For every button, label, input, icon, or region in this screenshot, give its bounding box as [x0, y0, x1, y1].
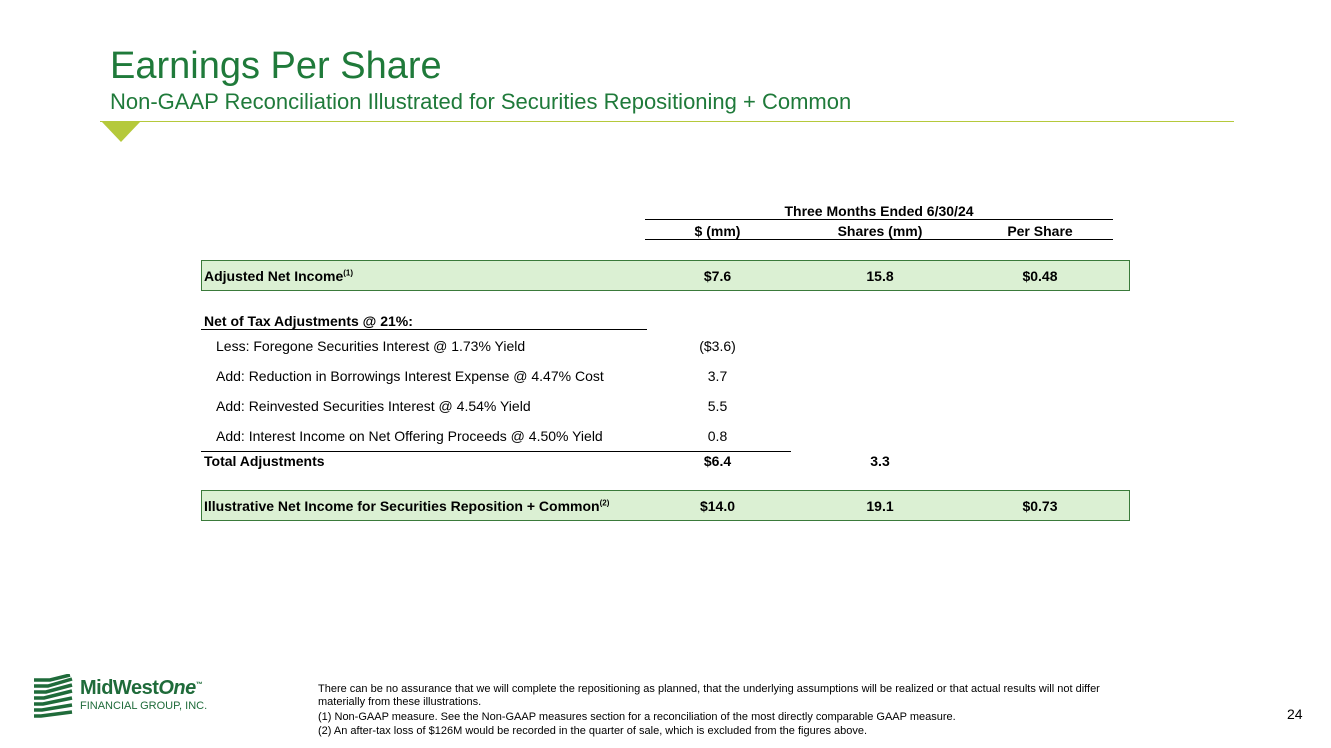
- column-header-shares: Shares (mm): [837, 223, 923, 239]
- logo-name-part2: One: [158, 677, 196, 699]
- page-title: Earnings Per Share: [110, 45, 442, 87]
- illustrative-net-income-dollars: $14.0: [699, 498, 736, 514]
- subtotal-divider: [201, 451, 791, 452]
- disclaimer-line-2: materially from these illustrations.: [318, 696, 482, 708]
- adjusted-net-income-shares: 15.8: [866, 268, 894, 284]
- adjustment-label: Add: Interest Income on Net Offering Proceeds @ 4.50% Yield: [216, 428, 603, 444]
- disclaimer-line-1: There can be no assurance that we will complete the repositioning as planned, that the underlying assumptions will be realized or that actual results will not differ: [318, 683, 1100, 695]
- adjustment-label: Add: Reinvested Securities Interest @ 4.54% Yield: [216, 398, 531, 414]
- total-adjustments-dollars: $6.4: [703, 453, 732, 469]
- table-group-header: Three Months Ended 6/30/24: [784, 203, 974, 219]
- header-divider: [100, 121, 1234, 122]
- footnote-1: (1) Non-GAAP measure. See the Non-GAAP measures section for a reconciliation of the most directly comparable GAAP measure.: [318, 711, 956, 723]
- adjusted-net-income-label-text: Adjusted Net Income: [204, 268, 344, 284]
- illustrative-net-income-label-text: Illustrative Net Income for Securities Reposition + Common: [204, 498, 600, 514]
- adjustment-value: 3.7: [707, 368, 728, 384]
- adjustment-value: 0.8: [707, 428, 728, 444]
- logo-wordmark: [80, 677, 202, 700]
- illustrative-net-income-per-share: $0.73: [1022, 498, 1058, 514]
- logo-trademark: ™: [195, 681, 203, 689]
- column-header-per-share: Per Share: [1007, 223, 1073, 239]
- logo-tagline: FINANCIAL GROUP, INC.: [80, 700, 208, 712]
- table-header-divider-top: [645, 219, 1113, 220]
- adjustment-label: Less: Foregone Securities Interest @ 1.73% Yield: [216, 338, 526, 354]
- midwestone-logo-icon: [32, 674, 76, 718]
- adjustment-value: ($3.6): [699, 338, 736, 354]
- section-label-adjustments: Net of Tax Adjustments @ 21%:: [204, 313, 413, 329]
- header-triangle-icon: [102, 122, 140, 142]
- adjustment-label: Add: Reduction in Borrowings Interest Expense @ 4.47% Cost: [216, 368, 604, 384]
- page-number: 24: [1287, 706, 1303, 722]
- footnote-ref-2: (2): [599, 498, 610, 508]
- page-subtitle: Non-GAAP Reconciliation Illustrated for Securities Repositioning + Common: [110, 89, 852, 114]
- adjusted-net-income-dollars: $7.6: [703, 268, 732, 284]
- footnote-ref-1: (1): [343, 268, 354, 278]
- adjustment-value: 5.5: [707, 398, 728, 414]
- table-header-divider-bottom: [645, 239, 1113, 240]
- total-adjustments-label: Total Adjustments: [204, 453, 325, 469]
- illustrative-net-income-label: [204, 498, 609, 514]
- footnote-2: (2) An after-tax loss of $126M would be recorded in the quarter of sale, which is excluded from the figures above.: [318, 725, 868, 737]
- section-divider: [201, 329, 647, 330]
- adjusted-net-income-per-share: $0.48: [1022, 268, 1058, 284]
- adjusted-net-income-label: [204, 268, 353, 284]
- column-header-dollars: $ (mm): [694, 223, 741, 239]
- logo-name-part1: MidWest: [80, 677, 159, 699]
- illustrative-net-income-shares: 19.1: [866, 498, 894, 514]
- total-adjustments-shares: 3.3: [870, 453, 890, 469]
